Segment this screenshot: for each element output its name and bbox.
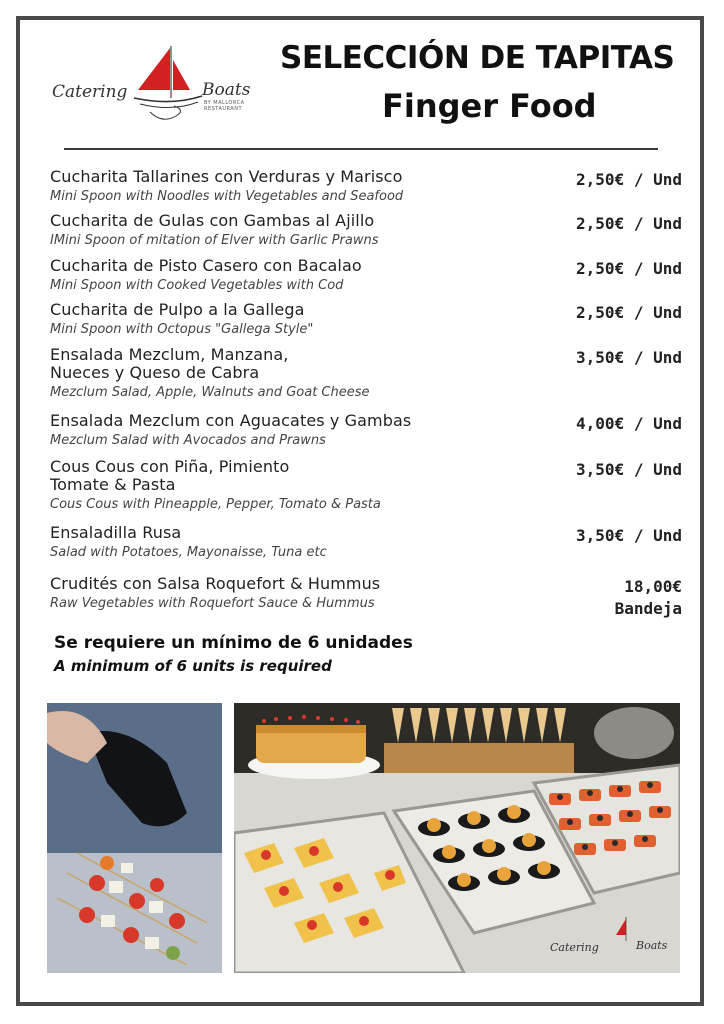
page-title: SELECCIÓN DE TAPITAS <box>280 40 675 76</box>
item-price: 2,50€ / Und <box>576 214 682 233</box>
skewers-illustration <box>47 703 222 973</box>
item-name-es: Ensalada Mezclum con Aguacates y Gambas <box>50 411 412 430</box>
header-divider <box>64 148 658 150</box>
item-price <box>615 576 682 620</box>
item-price: 2,50€ / Und <box>576 259 682 278</box>
page-subtitle: Finger Food <box>382 87 597 125</box>
item-name-en: Mezclum Salad, Apple, Walnuts and Goat Cheese <box>50 385 370 400</box>
buffet-illustration <box>234 703 680 973</box>
item-price: 3,50€ / Und <box>576 460 682 479</box>
logo-subline: BY MALLORCA RESTAURANT <box>204 100 245 112</box>
item-name-en: Salad with Potatoes, Mayonaisse, Tuna etc <box>50 545 327 560</box>
item-name-es: Ensaladilla Rusa <box>50 523 182 542</box>
item-name-es-line2: Nueces y Queso de Cabra <box>50 363 260 382</box>
item-price: 3,50€ / Und <box>576 348 682 367</box>
item-price: 3,50€ / Und <box>576 526 682 545</box>
item-price-unit: Bandeja <box>614 599 682 618</box>
menu-item <box>50 346 690 401</box>
menu-item <box>50 168 690 205</box>
item-price: 4,00€ / Und <box>576 414 682 433</box>
buffet-photo <box>234 703 680 973</box>
menu-item <box>50 574 690 618</box>
item-name-en: Cous Cous with Pineapple, Pepper, Tomato & Pasta <box>50 497 381 512</box>
catering-boats-logo <box>52 42 267 132</box>
item-name-es: Crudités con Salsa Roquefort & Hummus <box>50 574 381 593</box>
watermark-brand-right: Boats <box>636 939 668 952</box>
item-name-es: Cucharita Tallarines con Verduras y Marisco <box>50 167 403 186</box>
skewers-photo <box>47 703 222 973</box>
item-name-es-line2: Tomate & Pasta <box>50 475 176 494</box>
menu-item <box>50 257 690 294</box>
item-price: 2,50€ / Und <box>576 303 682 322</box>
menu-item <box>50 458 690 513</box>
menu-item <box>50 212 690 249</box>
item-name-es-line1: Ensalada Mezclum, Manzana, <box>50 345 289 364</box>
item-price-amount: 18,00€ <box>624 577 682 596</box>
logo-brand-right: Boats <box>202 80 251 100</box>
logo-brand-left: Catering <box>52 82 128 102</box>
minimum-order-en: A minimum of 6 units is required <box>54 657 332 675</box>
menu-item <box>50 412 690 449</box>
minimum-order-es: Se requiere un mínimo de 6 unidades <box>54 633 413 653</box>
menu-item <box>50 524 690 561</box>
item-name-en: IMini Spoon of mitation of Elver with Garlic Prawns <box>50 233 379 248</box>
item-name-es: Cucharita de Pisto Casero con Bacalao <box>50 256 362 275</box>
item-name-es: Cucharita de Gulas con Gambas al Ajillo <box>50 211 375 230</box>
item-price: 2,50€ / Und <box>576 170 682 189</box>
item-name-en: Mini Spoon with Noodles with Vegetables and Seafood <box>50 189 404 204</box>
item-name-es-line1: Cous Cous con Piña, Pimiento <box>50 457 290 476</box>
item-name-es: Cucharita de Pulpo a la Gallega <box>50 300 305 319</box>
menu-item <box>50 301 690 338</box>
item-name-en: Raw Vegetables with Roquefort Sauce & Hummus <box>50 596 375 611</box>
item-name-en: Mini Spoon with Octopus "Gallega Style" <box>50 322 314 337</box>
watermark-brand-left: Catering <box>550 941 599 954</box>
item-name-en: Mezclum Salad with Avocados and Prawns <box>50 433 326 448</box>
item-name-en: Mini Spoon with Cooked Vegetables with Cod <box>50 278 344 293</box>
